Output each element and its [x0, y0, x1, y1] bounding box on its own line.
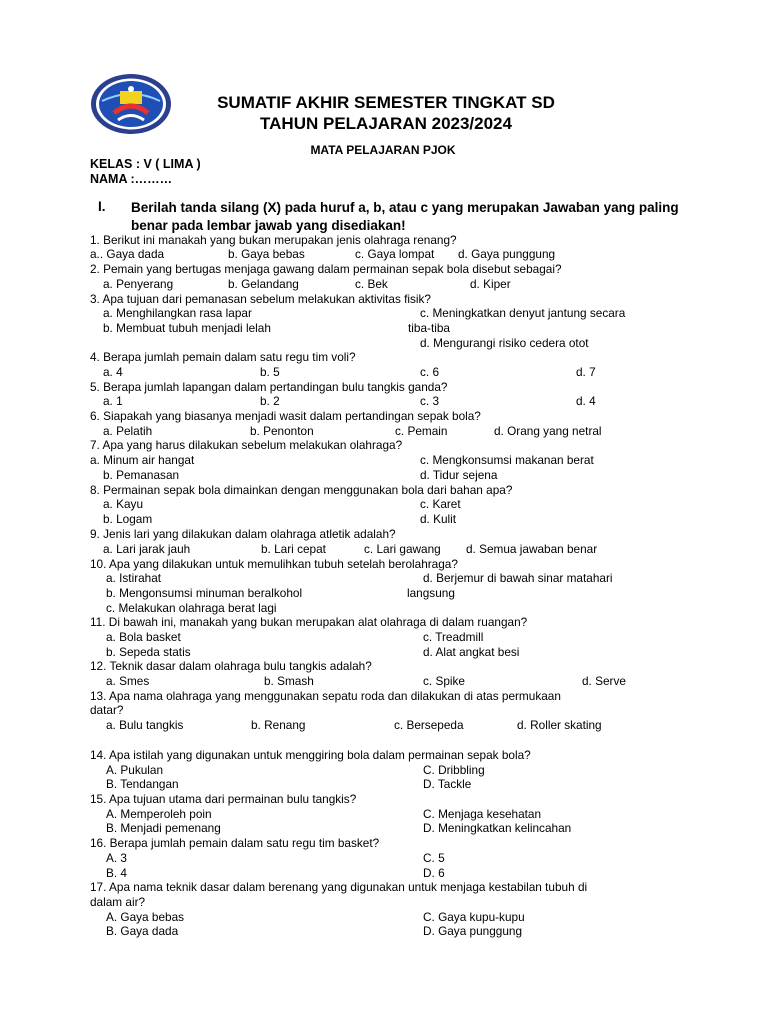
academic-year-title: TAHUN PELAJARAN 2023/2024: [260, 114, 512, 133]
school-emblem-logo: [90, 73, 172, 135]
question-text-continued: datar?: [90, 703, 124, 717]
answer-option: c. Gaya lompat: [355, 247, 435, 261]
answer-option: c. 6: [420, 365, 440, 379]
answer-option: b. Pemanasan: [103, 468, 180, 482]
answer-option: B. Gaya dada: [106, 924, 179, 938]
answer-option: d. Roller skating: [517, 718, 602, 732]
answer-option: a. Menghilangkan rasa lapar: [103, 306, 252, 320]
answer-option: d. Semua jawaban benar: [466, 542, 598, 556]
answer-option-continued: langsung: [407, 586, 455, 600]
answer-option: c. Bersepeda: [394, 718, 464, 732]
answer-option: b. Mengonsumsi minuman beralkohol: [106, 586, 303, 600]
answer-option: B. Menjadi pemenang: [106, 821, 221, 835]
answer-option: b. Gaya bebas: [228, 247, 305, 261]
answer-option-continued: tiba-tiba: [408, 321, 450, 335]
answer-option: A. Pukulan: [106, 763, 164, 777]
answer-option: c. Treadmill: [423, 630, 484, 644]
answer-option: d. Kulit: [420, 512, 457, 526]
class-label: KELAS : V ( LIMA ): [90, 157, 201, 171]
answer-option: b. Membuat tubuh menjadi lelah: [103, 321, 271, 335]
answer-option: d. Serve: [582, 674, 626, 688]
answer-option: c. Lari gawang: [364, 542, 441, 556]
answer-option: c. Meningkatkan denyut jantung secara: [420, 306, 626, 320]
answer-option: a. 1: [103, 394, 123, 408]
question-text: 16. Berapa jumlah pemain dalam satu regu tim basket?: [90, 836, 380, 850]
answer-option: c. Melakukan olahraga berat lagi: [106, 601, 277, 615]
answer-option: d. Orang yang netral: [494, 424, 602, 438]
answer-option: c. Spike: [423, 674, 465, 688]
question-text: 11. Di bawah ini, manakah yang bukan merupakan alat olahraga di dalam ruangan?: [90, 615, 528, 629]
answer-option: a. 4: [103, 365, 123, 379]
answer-option: C. Dribbling: [423, 763, 485, 777]
question-text: 4. Berapa jumlah pemain dalam satu regu tim voli?: [90, 350, 356, 364]
question-text: 17. Apa nama teknik dasar dalam berenang yang digunakan untuk menjaga kestabilan tubuh di: [90, 880, 588, 894]
answer-option: a. Kayu: [103, 497, 144, 511]
instruction-text: Berilah tanda silang (X) pada huruf a, b, atau c yang merupakan Jawaban yang paling benar pada lembar jawab yang disediakan!: [131, 200, 679, 233]
answer-option: C. Gaya kupu-kupu: [423, 910, 525, 924]
answer-option: C. 5: [423, 851, 445, 865]
question-text: 7. Apa yang harus dilakukan sebelum melakukan olahraga?: [90, 438, 403, 452]
answer-option: C. Menjaga kesehatan: [423, 807, 542, 821]
section-number: I.: [98, 199, 106, 214]
answer-option: d. Berjemur di bawah sinar matahari: [423, 571, 613, 585]
answer-option: b. Smash: [264, 674, 314, 688]
answer-option: a. Bulu tangkis: [106, 718, 184, 732]
question-text-continued: dalam air?: [90, 895, 146, 909]
answer-option: c. 3: [420, 394, 440, 408]
question-text: 12. Teknik dasar dalam olahraga bulu tangkis adalah?: [90, 659, 372, 673]
question-text: 3. Apa tujuan dari pemanasan sebelum melakukan aktivitas fisik?: [90, 292, 431, 306]
answer-option: a. Minum air hangat: [90, 453, 195, 467]
answer-option: d. Alat angkat besi: [423, 645, 520, 659]
answer-option: d. Kiper: [470, 277, 511, 291]
answer-option: b. 5: [260, 365, 280, 379]
question-text: 2. Pemain yang bertugas menjaga gawang dalam permainan sepak bola disebut sebagai?: [90, 262, 562, 276]
question-text: 10. Apa yang dilakukan untuk memulihkan tubuh setelah berolahraga?: [90, 557, 458, 571]
answer-option: d. Gaya punggung: [458, 247, 556, 261]
question-text: 14. Apa istilah yang digunakan untuk menggiring bola dalam permainan sepak bola?: [90, 748, 531, 762]
answer-option: D. Tackle: [423, 777, 472, 791]
answer-option: c. Pemain: [395, 424, 448, 438]
answer-option: b. Lari cepat: [261, 542, 326, 556]
answer-option: b. Penonton: [250, 424, 314, 438]
answer-option: a.. Gaya dada: [90, 247, 165, 261]
answer-option: A. 3: [106, 851, 127, 865]
question-text: 8. Permainan sepak bola dimainkan dengan menggunakan bola dari bahan apa?: [90, 483, 513, 497]
answer-option: a. Lari jarak jauh: [103, 542, 191, 556]
name-field-label: NAMA :………: [90, 172, 173, 186]
answer-option: a. Pelatih: [103, 424, 153, 438]
answer-option: a. Penyerang: [103, 277, 174, 291]
answer-option: b. Gelandang: [228, 277, 299, 291]
question-text: 9. Jenis lari yang dilakukan dalam olahraga atletik adalah?: [90, 527, 396, 541]
question-text: 1. Berikut ini manakah yang bukan merupakan jenis olahraga renang?: [90, 233, 457, 247]
answer-option: d. 7: [576, 365, 596, 379]
answer-option: A. Gaya bebas: [106, 910, 185, 924]
answer-option: a. Smes: [106, 674, 150, 688]
question-text: 15. Apa tujuan utama dari permainan bulu tangkis?: [90, 792, 357, 806]
answer-option: c. Bek: [355, 277, 388, 291]
answer-option: a. Istirahat: [106, 571, 162, 585]
answer-option: a. Bola basket: [106, 630, 181, 644]
answer-option: d. Tidur sejena: [420, 468, 498, 482]
answer-option: d. 4: [576, 394, 596, 408]
answer-option: b. 2: [260, 394, 280, 408]
question-text: 13. Apa nama olahraga yang menggunakan sepatu roda dan dilakukan di atas permukaan: [90, 689, 561, 703]
answer-option: b. Sepeda statis: [106, 645, 191, 659]
answer-option: B. 4: [106, 866, 127, 880]
answer-option: c. Mengkonsumsi makanan berat: [420, 453, 594, 467]
answer-option: A. Memperoleh poin: [106, 807, 212, 821]
answer-option: b. Renang: [251, 718, 306, 732]
answer-option: D. Meningkatkan kelincahan: [423, 821, 572, 835]
answer-option: d. Mengurangi risiko cedera otot: [420, 336, 589, 350]
answer-option: D. Gaya punggung: [423, 924, 523, 938]
question-text: 6. Siapakah yang biasanya menjadi wasit dalam pertandingan sepak bola?: [90, 409, 481, 423]
answer-option: c. Karet: [420, 497, 461, 511]
answer-option: D. 6: [423, 866, 445, 880]
subject-heading: MATA PELAJARAN PJOK: [310, 143, 456, 157]
page-title: SUMATIF AKHIR SEMESTER TINGKAT SD: [217, 93, 555, 112]
answer-option: B. Tendangan: [106, 777, 179, 791]
question-text: 5. Berapa jumlah lapangan dalam pertandingan bulu tangkis ganda?: [90, 380, 448, 394]
answer-option: b. Logam: [103, 512, 153, 526]
